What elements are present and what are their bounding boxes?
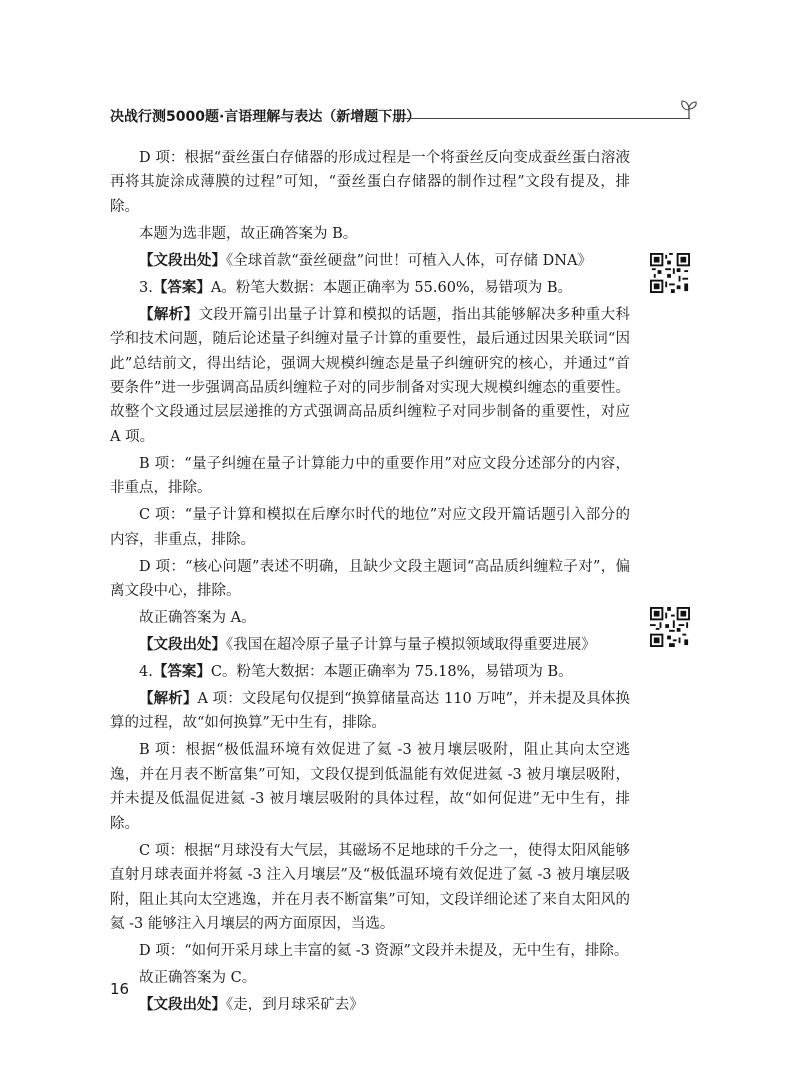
source-q4: 【文段出处】《走，到月球采矿去》 bbox=[139, 996, 364, 1013]
option-d-q4: D 项：“如何开采月球上丰富的氦 -3 资源”文段并未提及，无中生有，排除。 bbox=[139, 942, 629, 959]
source-q2: 【文段出处】《全球首款“蚕丝硬盘”问世！可植入人体，可存储 DNA》 bbox=[139, 252, 592, 269]
analysis-q3: 【解析】文段开篇引出量子计算和模拟的话题，指出其能够解决多种重大科学和技术问题，随后论述量子纠缠对量子计算的重要性，最后通过因果关联词“因此”总结前文，得出结论，强调大规模纠缠态是量子纠缠研究的核心，并通过“首要条件”进一步强调高品质纠缠粒子对的同步制备对实现大规模纠缠态的重要性。故整个文段通过层层递推的方式强调高品质纠缠粒子对同步制备的重要性，对应 A 项。 bbox=[110, 306, 630, 445]
running-header bbox=[110, 106, 700, 128]
header-title: 决战行测5000题·言语理解与表达（新增题下册） bbox=[110, 109, 421, 125]
answer-q4: 故正确答案为 C。 bbox=[139, 969, 257, 986]
answer-header-q4: 4.【答案】C。粉笔大数据：本题正确率为 75.18%，易错项为 B。 bbox=[139, 664, 573, 681]
option-b-q3: B 项：“量子纠缠在量子计算能力中的重要作用”对应文段分述部分的内容，非重点，排除。 bbox=[110, 455, 630, 497]
option-c-q4: C 项：根据“月球没有大气层，其磁场不足地球的千分之一，使得太阳风能够直射月球表面并将氦 -3 注入月壤层”及“极低温环境有效促进了氦 -3 被月壤层吸附，阻止其向太空逃逸，并在月表不断富集”可知，文段详细论述了来自太阳风的氦 -3 能够注入月壤层的两方面原因，当选。 bbox=[110, 842, 630, 932]
option-c-q3: C 项：“量子计算和模拟在后摩尔时代的地位”对应文段开篇话题引入部分的内容，非重点，排除。 bbox=[110, 507, 630, 548]
analysis-q4: 【解析】A 项：文段尾句仅提到“换算储量高达 110 万吨”，并未提及具体换算的过程，故“如何换算”无中生有，排除。 bbox=[110, 691, 630, 732]
option-b-q4: B 项：根据“极低温环境有效促进了氦 -3 被月壤层吸附，阻止其向太空逃逸，并在月表不断富集”可知，文段仅提到低温能有效促进氦 -3 被月壤层吸附，并未提及低温促进氦 -3 被月壤层吸附的具体过程，故“如何促进”无中生有，排除。 bbox=[110, 742, 630, 832]
answer-q3: 故正确答案为 A。 bbox=[139, 610, 256, 627]
answer-explanations bbox=[110, 146, 630, 1020]
qr-code-icon[interactable] bbox=[650, 607, 690, 647]
header-rule bbox=[395, 118, 690, 119]
answer-header-q3: 3.【答案】A。粉笔大数据：本题正确率为 55.60%，易错项为 B。 bbox=[139, 279, 572, 296]
paragraph-d-option-q2: D 项：根据“蚕丝蛋白存储器的形成过程是一个将蚕丝反向变成蚕丝蛋白溶液再将其旋涂成薄膜的过程”可知，“蚕丝蛋白存储器的制作过程”文段有提及，排除。 bbox=[110, 150, 630, 215]
page-number: 16 bbox=[110, 980, 130, 998]
source-q3: 【文段出处】《我国在超冷原子量子计算与量子模拟领域取得重要进展》 bbox=[139, 637, 596, 654]
qr-code-icon[interactable] bbox=[650, 253, 690, 293]
leaf-sprout-icon bbox=[678, 98, 700, 120]
option-d-q3: D 项：“核心问题”表述不明确，且缺少文段主题词“高品质纠缠粒子对”，偏离文段中心，排除。 bbox=[110, 558, 630, 600]
answer-q2: 本题为选非题，故正确答案为 B。 bbox=[139, 225, 358, 242]
